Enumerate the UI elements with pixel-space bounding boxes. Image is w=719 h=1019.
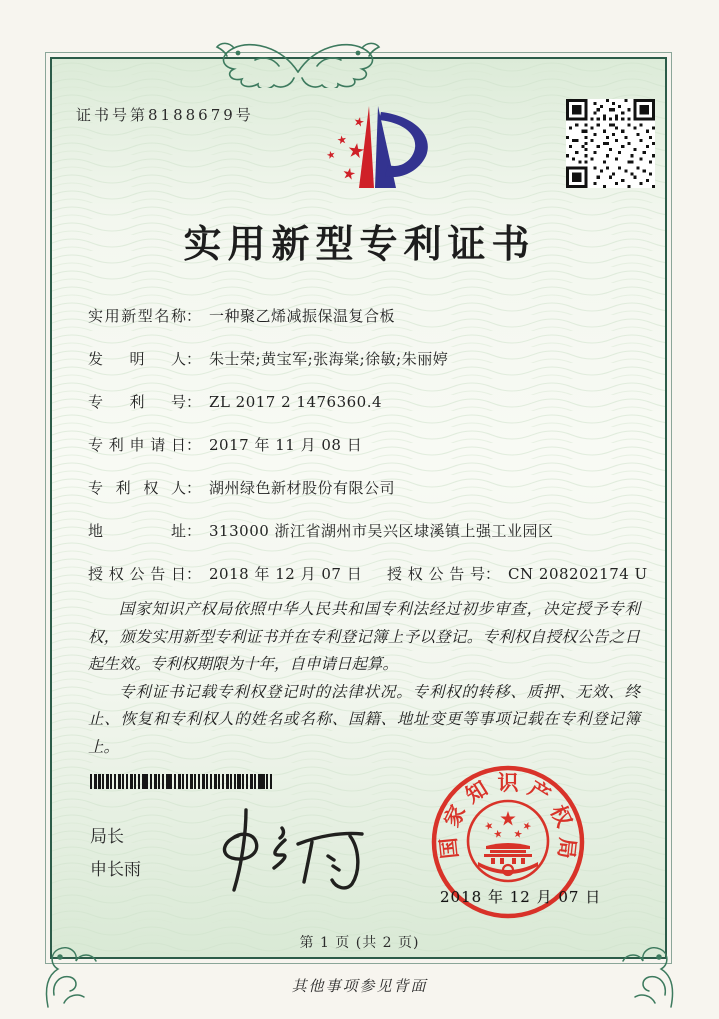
back-note: 其他事项参见背面 — [291, 977, 428, 995]
field-label: 授权公告号 — [387, 565, 486, 583]
field-value: 朱士荣;黄宝军;张海棠;徐敏;朱丽婷 — [209, 350, 449, 368]
signer-name: 申长雨 — [90, 860, 141, 880]
seal-char: 局 — [553, 836, 581, 860]
field-row-inventors — [88, 348, 661, 369]
field-colon: ： — [186, 393, 202, 411]
field-colon: ： — [186, 565, 202, 583]
field-label: 实用新型名称 — [88, 307, 186, 325]
field-row-name — [88, 305, 661, 326]
legal-text — [88, 596, 640, 761]
field-label: 授权公告日 — [88, 565, 186, 583]
certificate-number: 证书号第8188679号 — [76, 106, 254, 124]
field-colon: ： — [186, 350, 202, 368]
field-row-patentee — [88, 477, 661, 498]
field-value: 2018 年 12 月 07 日 — [209, 565, 363, 583]
field-label: 专利权人 — [88, 479, 186, 497]
certificate-title: 实用新型专利证书 — [183, 221, 536, 266]
field-label: 发明人 — [88, 350, 186, 368]
legal-paragraph-1: 国家知识产权局依照中华人民共和国专利法经过初步审查，决定授予专利权，颁发实用新型专利证书并在专利登记簿上予以登记。专利权自授权公告之日起生效。专利权期限为十年，自申请日起算。 — [88, 600, 640, 673]
field-colon: ： — [186, 307, 202, 325]
barcode-icon — [90, 774, 272, 789]
field-value: CN 208202174 U — [508, 565, 648, 583]
field-colon: ： — [186, 436, 202, 454]
field-row-grant — [88, 563, 661, 584]
field-row-patent-number — [88, 391, 661, 412]
seal-emblem — [478, 811, 538, 875]
field-value: 一种聚乙烯减振保温复合板 — [209, 307, 396, 325]
qr-code-icon — [566, 99, 655, 188]
corner-flourish — [617, 925, 679, 1009]
seal-char: 权 — [545, 800, 578, 831]
seal-char: 产 — [524, 775, 556, 808]
field-colon: ： — [485, 565, 501, 583]
signature-handwriting-icon — [186, 798, 376, 898]
field-value: ZL 2017 2 1476360.4 — [209, 393, 383, 411]
field-value: 2017 年 11 月 08 日 — [209, 436, 363, 454]
corner-flourish — [40, 925, 102, 1009]
field-label: 专利号 — [88, 393, 186, 411]
field-row-filing-date — [88, 434, 661, 455]
dragon-ornament — [207, 30, 389, 88]
cnipa-logo-icon — [297, 100, 437, 208]
seal-char: 识 — [497, 770, 519, 795]
seal-char: 知 — [460, 775, 492, 808]
field-label: 专利申请日 — [88, 436, 186, 454]
field-colon: ： — [186, 479, 202, 497]
field-value: 313000 浙江省湖州市吴兴区埭溪镇上强工业园区 — [209, 522, 554, 540]
field-row-address — [88, 520, 661, 541]
seal-date: 2018 年 12 月 07 日 — [440, 888, 602, 906]
seal-char: 国 — [435, 836, 463, 860]
page-number: 第 1 页 (共 2 页) — [299, 935, 420, 951]
field-colon: ： — [186, 522, 202, 540]
signer-title: 局长 — [90, 827, 124, 847]
field-label: 地址 — [88, 522, 186, 540]
field-value: 湖州绿色新材股份有限公司 — [209, 479, 396, 497]
seal-char: 家 — [438, 800, 471, 831]
legal-paragraph-2: 专利证书记载专利权登记时的法律状况。专利权的转移、质押、无效、终止、恢复和专利权人的姓名或名称、国籍、地址变更等事项记载在专利登记簿上。 — [88, 682, 640, 756]
